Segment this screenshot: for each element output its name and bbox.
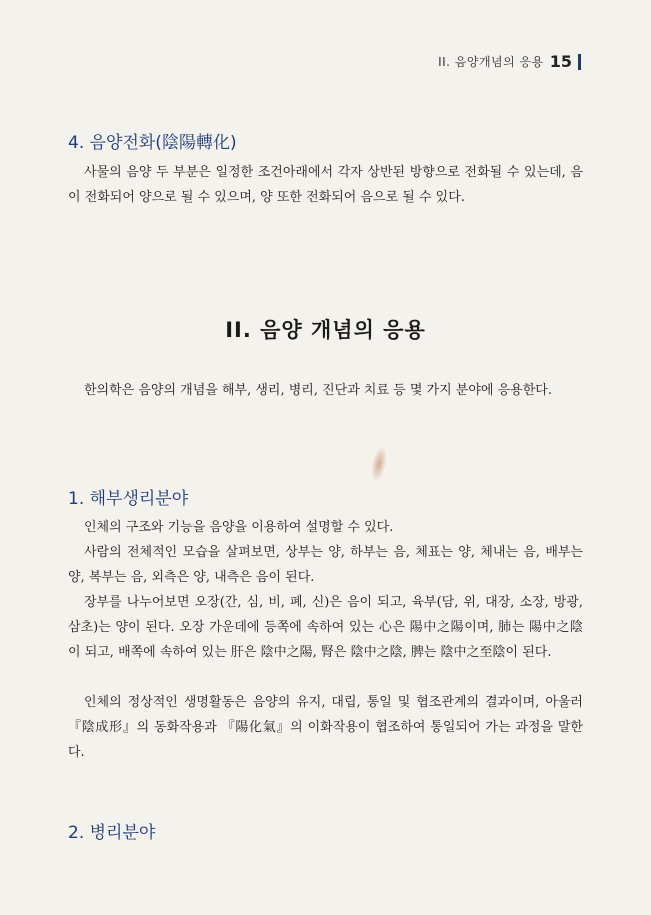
section-1-paragraph-2: 사람의 전체적인 모습을 살펴보면, 상부는 양, 하부는 음, 체표는 양, 체내는 음, 배부는 양, 복부는 음, 외측은 양, 내측은 음이 된다. [68,545,583,585]
section-1-heading: 1. 해부생리분야 [68,489,189,509]
paper-stain [368,445,389,483]
header-accent-bar [578,54,581,70]
section-2-heading: 2. 병리분야 [68,823,156,843]
section-1-paragraph-4: 인체의 정상적인 생명활동은 음양의 유지, 대립, 통일 및 협조관계의 결과이며, 아울러 『陰成形』의 동화작용과 『陽化氣』의 이화작용이 협조하여 통일되어 가는 과정을 말한다. [68,695,583,760]
section-4-heading: 4. 음양전화(陰陽轉化) [68,133,237,153]
header-chapter-title: II. 음양개념의 응용 [438,55,544,69]
chapter-heading: II. 음양 개념의 응용 [225,318,426,342]
section-1-paragraph-3: 장부를 나누어보면 오장(간, 심, 비, 폐, 신)은 음이 되고, 육부(담, 위, 대장, 소장, 방광, 삼초)는 양이 된다. 오장 가운데에 등쪽에 속하여 있는 心은 陽中之陽이며, 肺는 陽中之陰이 되고, 배쪽에 속하여 있는 肝은 陰中之陽, 腎은 陰中之陰, 脾는 陰中之至陰이 된다. [68,595,583,660]
running-header [438,52,581,71]
section-1-paragraph-1: 인체의 구조와 기능을 음양을 이용하여 설명할 수 있다. [84,520,394,535]
section-4-paragraph: 사물의 음양 두 부분은 일정한 조건아래에서 각자 상반된 방향으로 전화될 수 있는데, 음이 전화되어 양으로 될 수 있으며, 양 또한 전화되어 음으로 될 수 있다. [68,165,583,205]
chapter-intro-paragraph: 한의학은 음양의 개념을 해부, 생리, 병리, 진단과 치료 등 몇 가지 분야에 응용한다. [84,383,552,398]
page-number: 15 [549,52,572,71]
bleed-through-block [250,255,580,273]
